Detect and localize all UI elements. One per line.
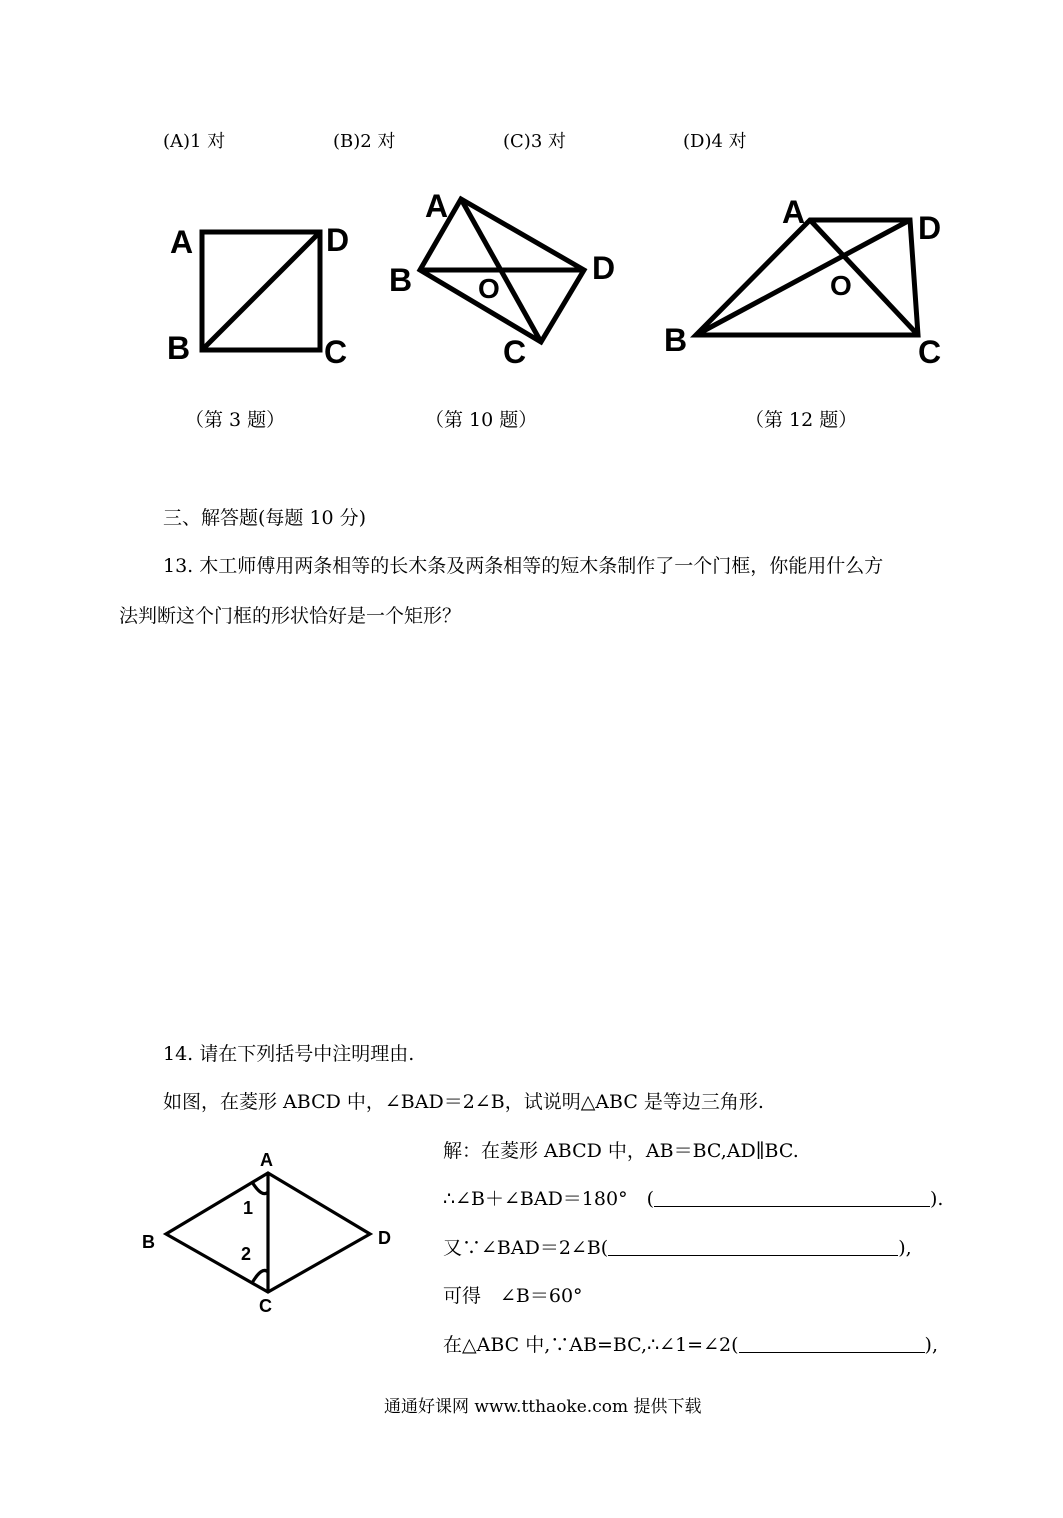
fig10-label-o: O [478, 273, 500, 304]
diagonal-bd [696, 220, 910, 335]
section-heading: 三、解答题(每题 10 分) [163, 507, 367, 529]
answer-blank-3[interactable] [739, 1334, 925, 1353]
q14-sol2-text: ∴∠B＋∠BAD＝180° ( [443, 1188, 654, 1210]
q14-sol5-text: 在△ABC 中,∵AB=BC,∴∠1=∠2( [443, 1334, 739, 1356]
fig12-label-c: C [918, 334, 942, 370]
q14-prompt: 如图，在菱形 ABCD 中，∠BAD＝2∠B，试说明△ABC 是等边三角形. [163, 1091, 764, 1113]
q14-sol2-close: ). [930, 1188, 944, 1210]
fig10-label-d: D [592, 250, 616, 286]
caption-q3: （第 3 题） [185, 409, 286, 431]
q14-solution-line2 [443, 1187, 943, 1211]
caption-q12: （第 12 题） [745, 409, 858, 431]
fig3-label-a: A [170, 224, 194, 260]
q14-sol3-close: ), [898, 1237, 912, 1259]
q14-solution-line5 [443, 1333, 938, 1357]
q14-angle-label-2: 2 [241, 1244, 252, 1264]
q14-solution-line4: 可得 ∠B＝60° [443, 1285, 583, 1307]
option-b: (B)2 对 [333, 131, 396, 152]
fig3-label-b: B [167, 330, 191, 366]
q14-label-c: C [259, 1296, 272, 1316]
answer-blank-2[interactable] [608, 1237, 898, 1256]
fig10-label-a: A [425, 188, 449, 224]
q14-sol5-close: ), [924, 1334, 938, 1356]
diagonal-ac [810, 220, 918, 335]
fig12-label-a: A [782, 194, 806, 230]
q14-angle-label-1: 1 [243, 1198, 254, 1218]
figure-q14-rhombus [0, 1140, 420, 1320]
fig3-label-c: C [324, 334, 348, 370]
figure-q12 [0, 0, 1063, 420]
q14-solution-line1: 解：在菱形 ABCD 中，AB＝BC,AD∥BC. [443, 1140, 799, 1162]
caption-q10: （第 10 题） [425, 409, 538, 431]
q14-label-a: A [260, 1150, 273, 1170]
q13-line2: 法判断这个门框的形状恰好是一个矩形？ [119, 605, 462, 627]
q13-line1: 13. 木工师傅用两条相等的长木条及两条相等的短木条制作了一个门框，你能用什么方 [163, 555, 884, 577]
q14-solution-line3 [443, 1236, 912, 1260]
fig12-label-o: O [830, 270, 852, 301]
q14-title: 14. 请在下列括号中注明理由. [163, 1043, 415, 1065]
option-a: (A)1 对 [163, 131, 226, 152]
angle-arc-2 [252, 1270, 268, 1283]
angle-arc-1 [252, 1182, 268, 1194]
q14-sol3-text: 又∵∠BAD＝2∠B( [443, 1237, 609, 1259]
q14-label-b: B [142, 1232, 155, 1252]
fig10-label-b: B [389, 262, 413, 298]
fig12-label-d: D [918, 210, 942, 246]
option-d: (D)4 对 [683, 131, 747, 152]
answer-blank-1[interactable] [654, 1188, 930, 1207]
fig3-label-d: D [326, 222, 350, 258]
q14-label-d: D [378, 1228, 391, 1248]
option-c: (C)3 对 [503, 131, 566, 152]
page-footer: 通通好课网 www.tthaoke.com 提供下载 [384, 1397, 702, 1417]
fig10-label-c: C [503, 334, 527, 370]
fig12-label-b: B [664, 322, 688, 358]
